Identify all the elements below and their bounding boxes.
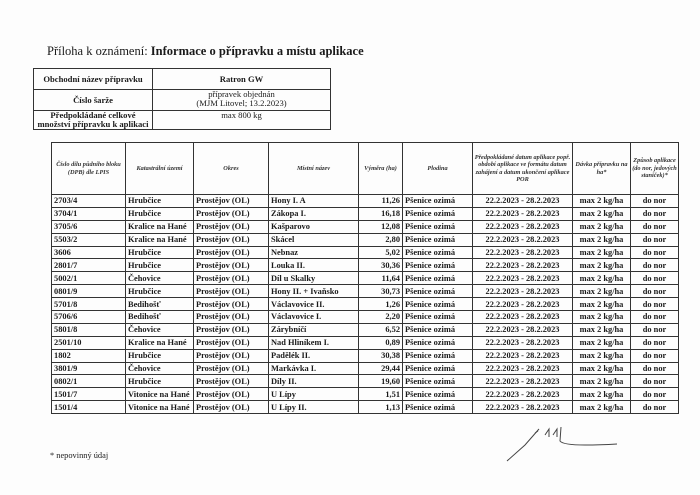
table-row [52,220,679,233]
local-name-cell: Padělék II. [269,349,359,362]
dpb-cell: 5503/2 [52,233,126,246]
date-cell: 22.2.2023 - 28.2.2023 [473,375,573,388]
dose-cell: max 2 kg/ha [573,220,631,233]
district-cell: Prostějov (OL) [194,207,269,220]
crop-cell: Pšenice ozimá [403,388,473,401]
area-cell: 30,36 [359,259,403,272]
local-name-cell: Louka II. [269,259,359,272]
column-header: Místní název [269,143,359,195]
cadastral-cell: Kralice na Hané [126,220,194,233]
dose-cell: max 2 kg/ha [573,272,631,285]
table-row [52,233,679,246]
local-name-cell: Hony I. A [269,195,359,208]
cadastral-cell: Bedihošť [126,298,194,311]
crop-cell: Pšenice ozimá [403,401,473,414]
district-cell: Prostějov (OL) [194,246,269,259]
crop-cell: Pšenice ozimá [403,285,473,298]
date-cell: 22.2.2023 - 28.2.2023 [473,195,573,208]
cadastral-cell: Hrubčice [126,285,194,298]
local-name-cell: Václavovice II. [269,298,359,311]
dose-cell: max 2 kg/ha [573,298,631,311]
cadastral-cell: Hrubčice [126,259,194,272]
table-row [52,272,679,285]
local-name-cell: U Lípy [269,388,359,401]
cadastral-cell: Vitonice na Hané [126,401,194,414]
district-cell: Prostějov (OL) [194,401,269,414]
area-cell: 2,20 [359,311,403,324]
info-label [34,111,153,130]
product-info-table [33,68,331,130]
dose-cell: max 2 kg/ha [573,207,631,220]
cadastral-cell: Čehovice [126,362,194,375]
date-cell: 22.2.2023 - 28.2.2023 [473,362,573,375]
date-cell: 22.2.2023 - 28.2.2023 [473,401,573,414]
local-name-cell: Markávka I. [269,362,359,375]
district-cell: Prostějov (OL) [194,362,269,375]
dose-cell: max 2 kg/ha [573,362,631,375]
table-header-row [52,143,679,195]
crop-cell: Pšenice ozimá [403,323,473,336]
crop-cell: Pšenice ozimá [403,349,473,362]
local-name-cell: Nad Hliníkem I. [269,336,359,349]
info-value [153,90,331,111]
crop-cell: Pšenice ozimá [403,195,473,208]
local-name-cell: Václavovice I. [269,311,359,324]
dose-cell: max 2 kg/ha [573,195,631,208]
cadastral-cell: Hrubčice [126,195,194,208]
dpb-cell: 3801/9 [52,362,126,375]
date-cell: 22.2.2023 - 28.2.2023 [473,259,573,272]
crop-cell: Pšenice ozimá [403,298,473,311]
date-cell: 22.2.2023 - 28.2.2023 [473,388,573,401]
table-body [52,195,679,414]
local-name-cell: Zárybníčí [269,323,359,336]
column-header: Plodina [403,143,473,195]
info-label: Číslo šarže [34,90,153,111]
area-cell: 2,80 [359,233,403,246]
area-cell: 11,26 [359,195,403,208]
dpb-cell: 0802/1 [52,375,126,388]
crop-cell: Pšenice ozimá [403,246,473,259]
area-cell: 30,73 [359,285,403,298]
column-header: Dávka přípravku na ha* [573,143,631,195]
area-cell: 19,60 [359,375,403,388]
area-cell: 1,26 [359,298,403,311]
dose-cell: max 2 kg/ha [573,349,631,362]
crop-cell: Pšenice ozimá [403,336,473,349]
dose-cell: max 2 kg/ha [573,285,631,298]
info-row [34,90,331,111]
table-row [52,388,679,401]
column-header: Způsob aplikace (do nor, jedových staniček)* [631,143,679,195]
column-header: Katastrální území [126,143,194,195]
crop-cell: Pšenice ozimá [403,375,473,388]
method-cell: do nor [631,362,679,375]
date-cell: 22.2.2023 - 28.2.2023 [473,233,573,246]
date-cell: 22.2.2023 - 28.2.2023 [473,349,573,362]
area-cell: 30,38 [359,349,403,362]
table-row [52,311,679,324]
method-cell: do nor [631,220,679,233]
dose-cell: max 2 kg/ha [573,233,631,246]
local-name-cell: Skácel [269,233,359,246]
area-cell: 11,64 [359,272,403,285]
info-row [34,111,331,130]
method-cell: do nor [631,207,679,220]
column-header: Okres [194,143,269,195]
method-cell: do nor [631,336,679,349]
method-cell: do nor [631,375,679,388]
info-value-line: (MJM Litovel; 13.2.2023) [196,98,287,108]
info-label: Obchodní název přípravku [34,69,153,90]
method-cell: do nor [631,246,679,259]
signature [505,423,625,463]
area-cell: 29,44 [359,362,403,375]
dpb-cell: 1501/7 [52,388,126,401]
cadastral-cell: Bedihošť [126,311,194,324]
local-name-cell: Díly II. [269,375,359,388]
table-row [52,401,679,414]
crop-cell: Pšenice ozimá [403,220,473,233]
district-cell: Prostějov (OL) [194,259,269,272]
method-cell: do nor [631,259,679,272]
dose-cell: max 2 kg/ha [573,401,631,414]
crop-cell: Pšenice ozimá [403,362,473,375]
method-cell: do nor [631,233,679,246]
method-cell: do nor [631,311,679,324]
cadastral-cell: Kralice na Hané [126,336,194,349]
footnote: * nepovinný údaj [50,451,109,460]
info-row [34,69,331,90]
cadastral-cell: Hrubčice [126,349,194,362]
method-cell: do nor [631,388,679,401]
dose-cell: max 2 kg/ha [573,336,631,349]
crop-cell: Pšenice ozimá [403,233,473,246]
dpb-cell: 3606 [52,246,126,259]
district-cell: Prostějov (OL) [194,220,269,233]
district-cell: Prostějov (OL) [194,323,269,336]
application-sites-table [51,142,679,414]
info-value: max 800 kg [153,111,331,130]
area-cell: 1,51 [359,388,403,401]
crop-cell: Pšenice ozimá [403,207,473,220]
district-cell: Prostějov (OL) [194,349,269,362]
table-row [52,323,679,336]
dose-cell: max 2 kg/ha [573,311,631,324]
local-name-cell: Kašparovo [269,220,359,233]
dpb-cell: 2801/7 [52,259,126,272]
table-row [52,195,679,208]
cadastral-cell: Hrubčice [126,246,194,259]
area-cell: 5,02 [359,246,403,259]
method-cell: do nor [631,272,679,285]
method-cell: do nor [631,349,679,362]
dpb-cell: 0801/9 [52,285,126,298]
cadastral-cell: Hrubčice [126,207,194,220]
method-cell: do nor [631,401,679,414]
date-cell: 22.2.2023 - 28.2.2023 [473,336,573,349]
district-cell: Prostějov (OL) [194,233,269,246]
cadastral-cell: Hrubčice [126,375,194,388]
method-cell: do nor [631,323,679,336]
dpb-cell: 1501/4 [52,401,126,414]
dpb-cell: 1802 [52,349,126,362]
method-cell: do nor [631,285,679,298]
local-name-cell: U Lípy II. [269,401,359,414]
title-bold: Informace o přípravku a místu aplikace [150,44,364,58]
date-cell: 22.2.2023 - 28.2.2023 [473,220,573,233]
dpb-cell: 2703/4 [52,195,126,208]
table-row [52,375,679,388]
table-row [52,285,679,298]
date-cell: 22.2.2023 - 28.2.2023 [473,285,573,298]
dose-cell: max 2 kg/ha [573,259,631,272]
area-cell: 1,13 [359,401,403,414]
info-label-line: Předpokládané celkové [50,110,136,120]
dose-cell: max 2 kg/ha [573,375,631,388]
crop-cell: Pšenice ozimá [403,272,473,285]
area-cell: 12,08 [359,220,403,233]
area-cell: 16,18 [359,207,403,220]
page-title [47,44,364,59]
dpb-cell: 5002/1 [52,272,126,285]
dose-cell: max 2 kg/ha [573,323,631,336]
table-row [52,246,679,259]
area-cell: 0,89 [359,336,403,349]
local-name-cell: Zákopa I. [269,207,359,220]
cadastral-cell: Čehovice [126,272,194,285]
info-label-line: množství přípravku k aplikaci [37,119,149,129]
area-cell: 6,52 [359,323,403,336]
date-cell: 22.2.2023 - 28.2.2023 [473,298,573,311]
column-header: Výměra (ha) [359,143,403,195]
date-cell: 22.2.2023 - 28.2.2023 [473,272,573,285]
district-cell: Prostějov (OL) [194,298,269,311]
info-value-line: přípravek objednán [208,89,275,99]
table-row [52,349,679,362]
dpb-cell: 3704/1 [52,207,126,220]
method-cell: do nor [631,298,679,311]
column-header: Číslo dílu půdního bloku (DPB) dle LPIS [52,143,126,195]
district-cell: Prostějov (OL) [194,195,269,208]
method-cell: do nor [631,195,679,208]
district-cell: Prostějov (OL) [194,285,269,298]
date-cell: 22.2.2023 - 28.2.2023 [473,207,573,220]
date-cell: 22.2.2023 - 28.2.2023 [473,323,573,336]
district-cell: Prostějov (OL) [194,388,269,401]
cadastral-cell: Vitonice na Hané [126,388,194,401]
dpb-cell: 2501/10 [52,336,126,349]
table-row [52,336,679,349]
date-cell: 22.2.2023 - 28.2.2023 [473,311,573,324]
table-row [52,298,679,311]
table-row [52,259,679,272]
local-name-cell: Nebnaz [269,246,359,259]
table-row [52,207,679,220]
district-cell: Prostějov (OL) [194,311,269,324]
table-row [52,362,679,375]
local-name-cell: Díl u Skalky [269,272,359,285]
district-cell: Prostějov (OL) [194,272,269,285]
dpb-cell: 5706/6 [52,311,126,324]
dpb-cell: 5701/8 [52,298,126,311]
district-cell: Prostějov (OL) [194,336,269,349]
local-name-cell: Hony II. + Ivaňsko [269,285,359,298]
date-cell: 22.2.2023 - 28.2.2023 [473,246,573,259]
info-value: Ratron GW [153,69,331,90]
dpb-cell: 3705/6 [52,220,126,233]
dpb-cell: 5801/8 [52,323,126,336]
crop-cell: Pšenice ozimá [403,311,473,324]
cadastral-cell: Kralice na Hané [126,233,194,246]
cadastral-cell: Čehovice [126,323,194,336]
district-cell: Prostějov (OL) [194,375,269,388]
crop-cell: Pšenice ozimá [403,259,473,272]
title-prefix: Příloha k oznámení: [47,44,148,58]
column-header: Předpokládané datum aplikace popř. období aplikace ve formátu datum zahájení a datum ukončení aplikace POR [473,143,573,195]
dose-cell: max 2 kg/ha [573,388,631,401]
dose-cell: max 2 kg/ha [573,246,631,259]
